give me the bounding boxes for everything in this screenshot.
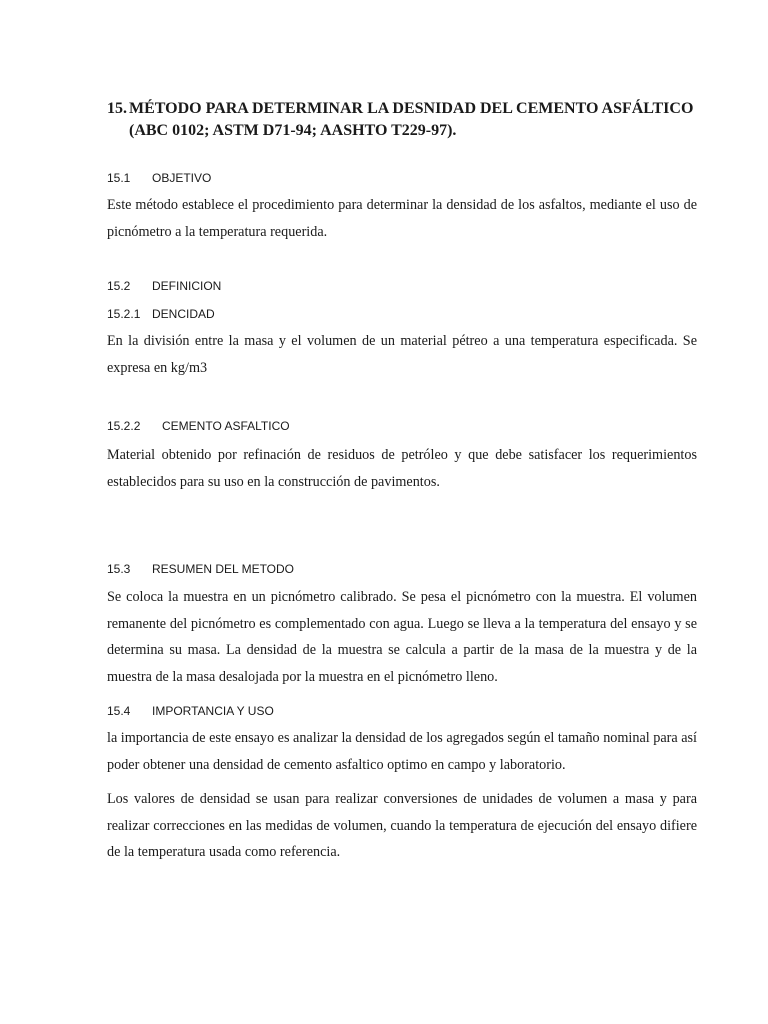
heading-number: 15.3: [107, 562, 131, 576]
heading-label: DEFINICION: [152, 279, 222, 293]
paragraph-importancia-2: Los valores de densidad se usan para realizar conversiones de unidades de volumen a masa y para realizar correcciones en las medidas de volumen, cuando la temperatura de ejecución del ensayo difiere de la temperatura usada como referencia.: [107, 791, 697, 860]
title-line-1: MÉTODO PARA DETERMINAR LA DESNIDAD DEL CEMENTO ASFÁLTICO: [129, 100, 694, 117]
document-title: [107, 98, 707, 142]
paragraph-resumen: Se coloca la muestra en un picnómetro calibrado. Se pesa el picnómetro con la muestra. El volumen remanente del picnómetro es complementado con agua. Luego se lleva a la temperatura del ensayo y se determina su masa. La densidad de la muestra se calcula a partir de la masa de la muestra y de la muestra de la masa desalojada por la muestra en el picnómetro lleno.: [107, 589, 697, 685]
heading-number: 15.4: [107, 704, 131, 718]
heading-cemento-asfaltico: [107, 418, 290, 434]
heading-number: 15.2: [107, 279, 131, 293]
heading-number: 15.2.1: [107, 307, 141, 321]
heading-importancia: [107, 703, 274, 719]
paragraph-importancia-1: la importancia de este ensayo es analizar la densidad de los agregados según el tamaño nominal para así poder obtener una densidad de cemento asfaltico optimo en campo y laboratorio.: [107, 730, 697, 773]
heading-dencidad: [107, 306, 215, 322]
paragraph-cemento-asfaltico: Material obtenido por refinación de residuos de petróleo y que debe satisfacer los requerimientos establecidos para su uso en la construcción de pavimentos.: [107, 447, 697, 490]
heading-number: 15.1: [107, 171, 131, 185]
heading-number: 15.2.2: [107, 419, 141, 433]
heading-label: RESUMEN DEL METODO: [152, 562, 295, 576]
heading-resumen: [107, 561, 294, 577]
heading-objetivo: [107, 170, 211, 186]
paragraph-objetivo: Este método establece el procedimiento para determinar la densidad de los asfaltos, mediante el uso de picnómetro a la temperatura requerida.: [107, 197, 697, 240]
title-number: 15.: [107, 100, 127, 117]
title-line-2: (ABC 0102; ASTM D71-94; AASHTO T229-97).: [129, 122, 457, 139]
heading-definicion: [107, 278, 221, 294]
paragraph-dencidad: En la división entre la masa y el volumen de un material pétreo a una temperatura especificada. Se expresa en kg/m3: [107, 333, 697, 376]
heading-label: DENCIDAD: [152, 307, 215, 321]
heading-label: CEMENTO ASFALTICO: [162, 419, 290, 433]
heading-label: OBJETIVO: [152, 171, 212, 185]
heading-label: IMPORTANCIA Y USO: [152, 704, 274, 718]
